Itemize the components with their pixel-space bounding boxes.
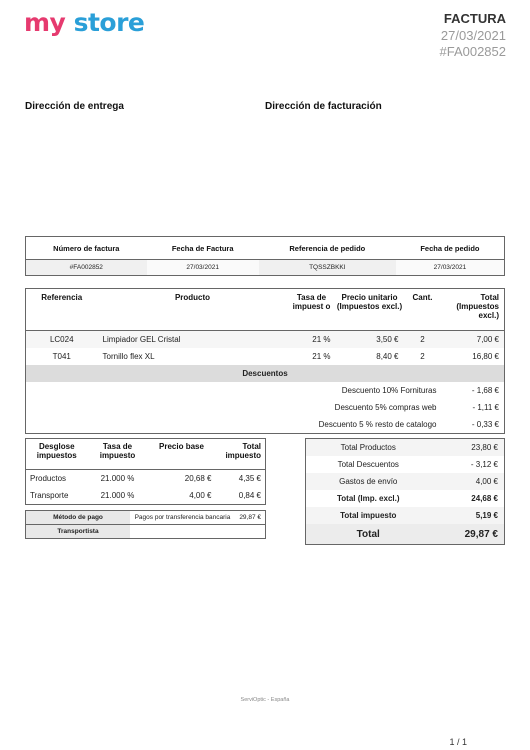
discounts-heading: Descuentos — [26, 365, 505, 382]
col-tax-rate: Tasa de impuest o — [288, 289, 336, 331]
col-total: Total (Impuestos excl.) — [442, 289, 505, 331]
invoice-number: #FA002852 — [439, 44, 506, 59]
col-unit-price: Precio unitario (Impuestos excl.) — [336, 289, 404, 331]
info-invoice-date: 27/03/2021 — [147, 260, 259, 276]
col-quantity: Cant. — [404, 289, 442, 331]
payment-amount: 29,87 € — [235, 511, 266, 525]
totals-row: Total impuesto 5,19 € — [306, 507, 505, 524]
order-info-table — [25, 236, 505, 276]
payment-method-label: Método de pago — [26, 511, 131, 525]
products-table — [25, 288, 505, 434]
tax-breakdown-table — [25, 438, 266, 505]
info-header-order-ref: Referencia de pedido — [259, 237, 396, 260]
col-tax-total: Total impuesto — [216, 439, 266, 470]
col-product: Producto — [98, 289, 288, 331]
col-tax-type: Desglose impuestos — [26, 439, 88, 470]
delivery-address-heading: Dirección de entrega — [25, 101, 124, 112]
totals-row: Total Productos 23,80 € — [306, 439, 505, 457]
discount-row: Descuento 5% compras web - 1,11 € — [334, 403, 499, 412]
col-tax-base: Precio base — [148, 439, 216, 470]
carrier-label: Transportista — [26, 525, 131, 539]
table-row: Productos 21.000 % 20,68 € 4,35 € — [30, 474, 261, 483]
page-counter: 1 / 1 — [449, 737, 467, 747]
invoice-title: FACTURA — [443, 11, 506, 26]
table-row: T041 Tornillo flex XL 21 % 8,40 € 2 16,80 € — [52, 352, 499, 361]
billing-address-heading: Dirección de facturación — [265, 101, 382, 112]
footer-company: ServiOptic - España — [240, 697, 290, 703]
col-reference: Referencia — [26, 289, 98, 331]
info-order-date: 27/03/2021 — [396, 260, 505, 276]
info-header-invoice-number: Número de factura — [26, 237, 147, 260]
col-tax-rate: Tasa de impuesto — [88, 439, 148, 470]
info-header-order-date: Fecha de pedido — [396, 237, 505, 260]
totals-row: Total (Imp. excl.) 24,68 € — [336, 494, 498, 503]
discount-row: Descuento 10% Fornituras - 1,68 € — [341, 386, 499, 395]
store-logo: my store — [24, 8, 145, 37]
payment-method-value: Pagos por transferencia bancaria — [130, 511, 235, 525]
totals-row: Gastos de envío 4,00 € — [306, 473, 505, 490]
info-invoice-number: #FA002852 — [26, 260, 147, 276]
table-row: LC024 Limpiador GEL Cristal 21 % 3,50 € 2 7,00 € — [26, 331, 505, 349]
info-header-invoice-date: Fecha de Factura — [147, 237, 259, 260]
payment-table — [25, 510, 266, 539]
totals-row: Total Descuentos - 3,12 € — [337, 460, 498, 469]
invoice-date: 27/03/2021 — [440, 28, 506, 43]
grand-total-row: Total 29,87 € — [306, 524, 505, 545]
discount-row: Descuento 5 % resto de catalogo - 0,33 € — [318, 420, 499, 429]
totals-table — [305, 438, 505, 545]
table-row: Transporte 21.000 % 4,00 € 0,84 € — [30, 491, 261, 500]
info-order-ref: TQSSZBKKI — [259, 260, 396, 276]
